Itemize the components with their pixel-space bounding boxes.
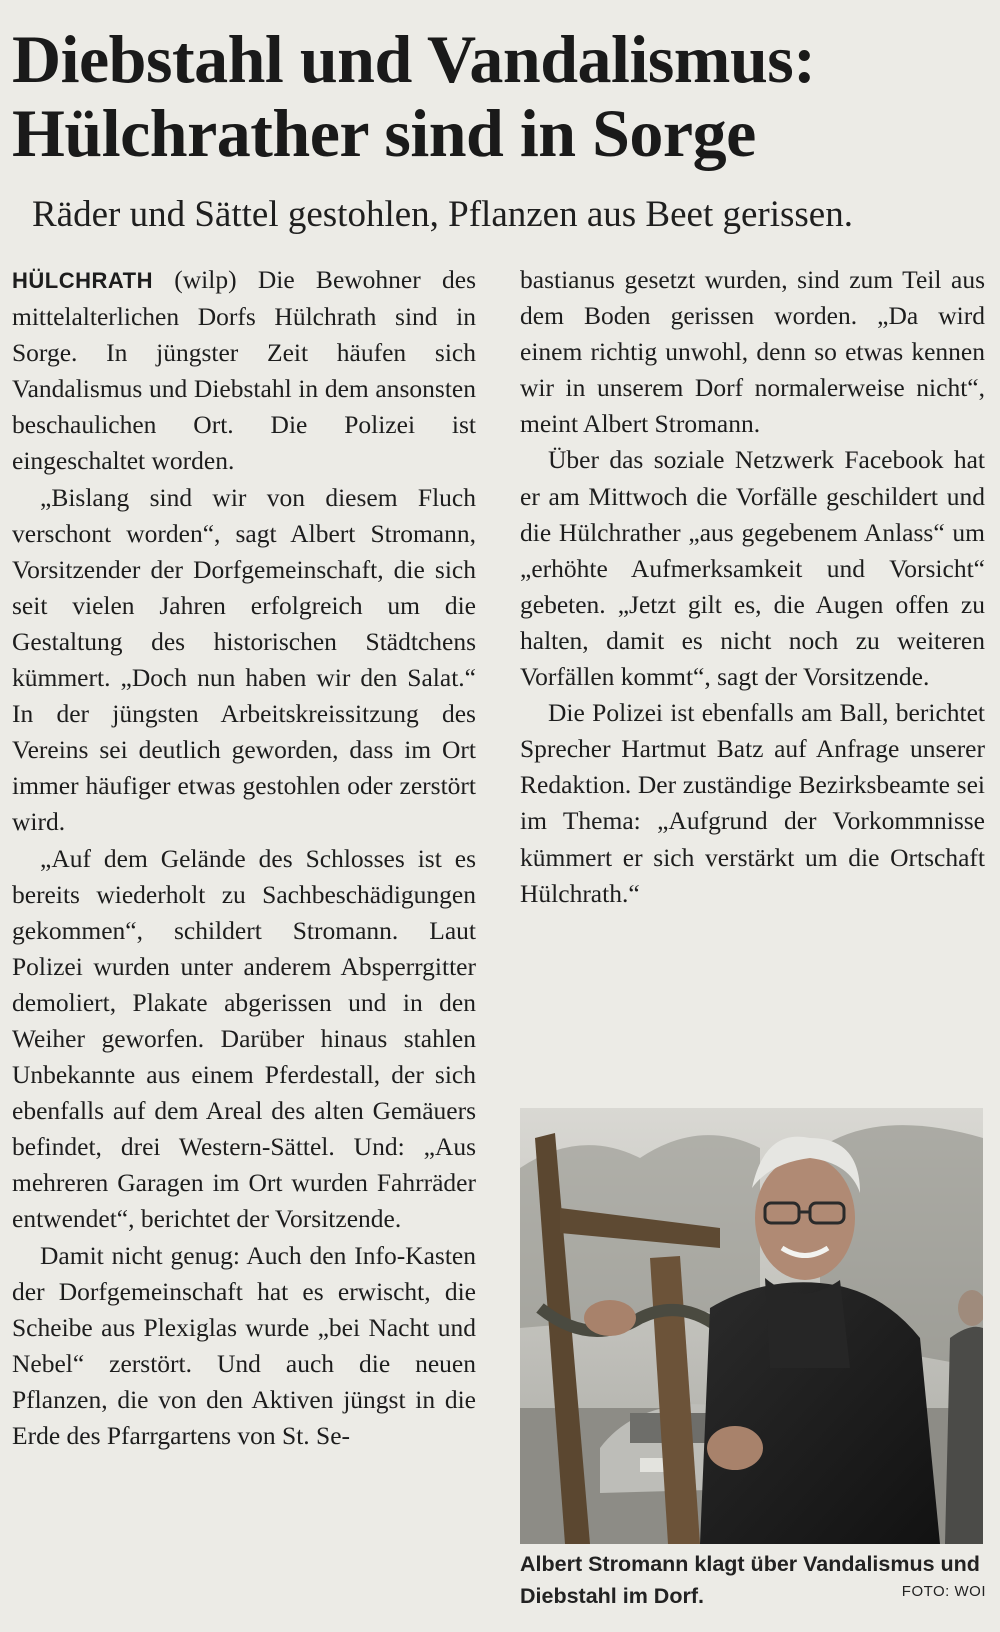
- headline-line-2: Hülchrather sind in Sorge: [12, 95, 756, 171]
- article-column-left: [12, 262, 476, 1454]
- photo-caption: [520, 1548, 990, 1612]
- paragraph: [12, 262, 476, 480]
- caption-text: Albert Stromann klagt über Vandalismus und Diebstahl im Dorf.: [520, 1552, 980, 1608]
- subheadline: Räder und Sättel gestohlen, Pflanzen aus Beet gerissen.: [32, 194, 853, 235]
- paragraph: bastianus gesetzt wurden, sind zum Teil aus dem Boden gerissen worden. „Da wird einem richtig unwohl, denn so etwas kennen wir in unserem Dorf normalerweise nicht“, meint Albert Stromann.: [520, 265, 985, 439]
- headline-line-1: Diebstahl und Vandalismus:: [12, 21, 816, 97]
- photo-credit: FOTO: WOI: [901, 1583, 986, 1600]
- article-column-right: [520, 262, 985, 912]
- paragraph: „Auf dem Gelände des Schlosses ist es bereits wiederholt zu Sachbeschädigungen gekommen“, schildert Stromann. Laut Polizei wurden unter anderem Absperrgitter demoliert, Plakate abgerissen und in den Weiher geworfen. Darüber hinaus stahlen Unbekannte aus einem Pferdestall, der sich ebenfalls auf dem Areal des alten Gemäuers befindet, drei Western-Sättel. Und: „Aus mehreren Garagen im Ort wurden Fahrräder entwendet“, berichtet der Vorsitzende.: [12, 843, 476, 1234]
- dateline: HÜLCHRATH: [12, 268, 153, 293]
- paragraph: Die Polizei ist ebenfalls am Ball, berichtet Sprecher Hartmut Batz auf Anfrage unserer Redaktion. Der zuständige Bezirksbeamte sei im Thema: „Aufgrund der Vorkommnisse kümmert er sich verstärkt um die Ortschaft Hülchrath.“: [520, 698, 985, 908]
- headline: [12, 22, 992, 170]
- paragraph: Über das soziale Netzwerk Facebook hat er am Mittwoch die Vorfälle geschildert und die Hülchrather „aus gegebenem Anlass“ um „erhöhte Aufmerksamkeit und Vorsicht“ gebeten. „Jetzt gilt es, die Augen offen zu halten, damit es nicht noch zu weiteren Vorfällen kommt“, sagt der Vorsitzende.: [520, 445, 985, 692]
- article-photo: [520, 1108, 983, 1544]
- paragraph: „Bislang sind wir von diesem Fluch verschont worden“, sagt Albert Stromann, Vorsitzender der Dorfgemeinschaft, die sich seit vielen Jahren erfolgreich um die Gestaltung des historischen Städtchens kümmert. „Doch nun haben wir den Salat.“ In der jüngsten Arbeitskreissitzung des Vereins sei deutlich geworden, dass im Ort immer häufiger etwas gestohlen oder zerstört wird.: [12, 482, 476, 837]
- paragraph: Damit nicht genug: Auch den Info-Kasten der Dorfgemeinschaft hat es erwischt, die Scheibe aus Plexiglas wurde „bei Nacht und Nebel“ zerstört. Und auch die neuen Pflanzen, die von den Aktiven jüngst in die Erde des Pfarrgartens von St. Se-: [12, 1240, 476, 1450]
- paragraph-text: (wilp) Die Bewohner des mittelalterlichen Dorfs Hülchrath sind in Sorge. In jüngster Zeit häufen sich Vandalismus und Diebstahl in dem ansonsten beschaulichen Ort. Die Polizei ist eingeschaltet worden.: [12, 265, 476, 476]
